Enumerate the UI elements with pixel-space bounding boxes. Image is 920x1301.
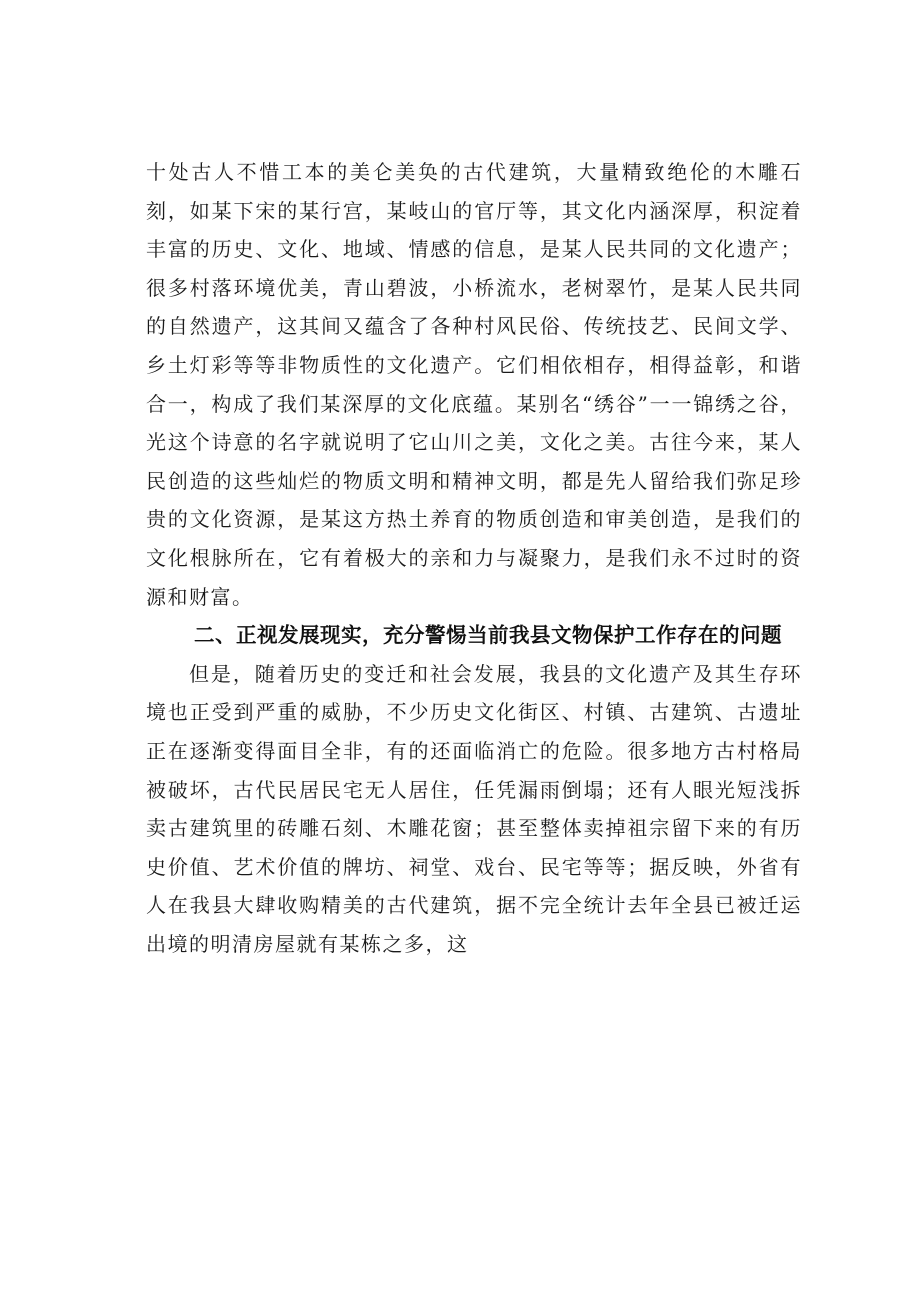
section-heading-2: 二、正视发展现实，充分警惕当前我县文物保护工作存在的问题 <box>194 623 782 648</box>
body-paragraph-2: 但是，随着历史的变迁和社会发展，我县的文化遗产及其生存环境也正受到严重的威胁，不少历史文化街区、村镇、古建筑、古遗址正在逐渐变得面目全非，有的还面临消亡的危险。很多地方古村格局被破坏，古代民居民宅无人居住，任凭漏雨倒塌；还有人眼光短浅拆卖古建筑里的砖雕石刻、木雕花窗；甚至整体卖掉祖宗留下来的有历史价值、艺术价值的牌坊、祠堂、戏台、民宅等等；据反映，外省有人在我县大肆收购精美的古代建筑，据不完全统计去年全县已被迁运出境的明清房屋就有某栋之多，这 <box>146 661 802 956</box>
document-body <box>146 153 802 963</box>
body-paragraph-1: 十处古人不惜工本的美仑美奂的古代建筑，大量精致绝伦的木雕石刻，如某下宋的某行宫，某岐山的官厅等，其文化内涵深厚，积淀着丰富的历史、文化、地域、情感的信息，是某人民共同的文化遗产；很多村落环境优美，青山碧波，小桥流水，老树翠竹，是某人民共同的自然遗产，这其间又蕴含了各种村风民俗、传统技艺、民间文学、乡土灯彩等等非物质性的文化遗产。它们相依相存，相得益彰，和谐合一，构成了我们某深厚的文化底蕴。某别名“绣谷”一一锦绣之谷，光这个诗意的名字就说明了它山川之美，文化之美。古往今来，某人民创造的这些灿烂的物质文明和精神文明，都是先人留给我们弥足珍贵的文化资源，是某这方热土养育的物质创造和审美创造，是我们的文化根脉所在，它有着极大的亲和力与凝聚力，是我们永不过时的资源和财富。 <box>146 160 802 609</box>
